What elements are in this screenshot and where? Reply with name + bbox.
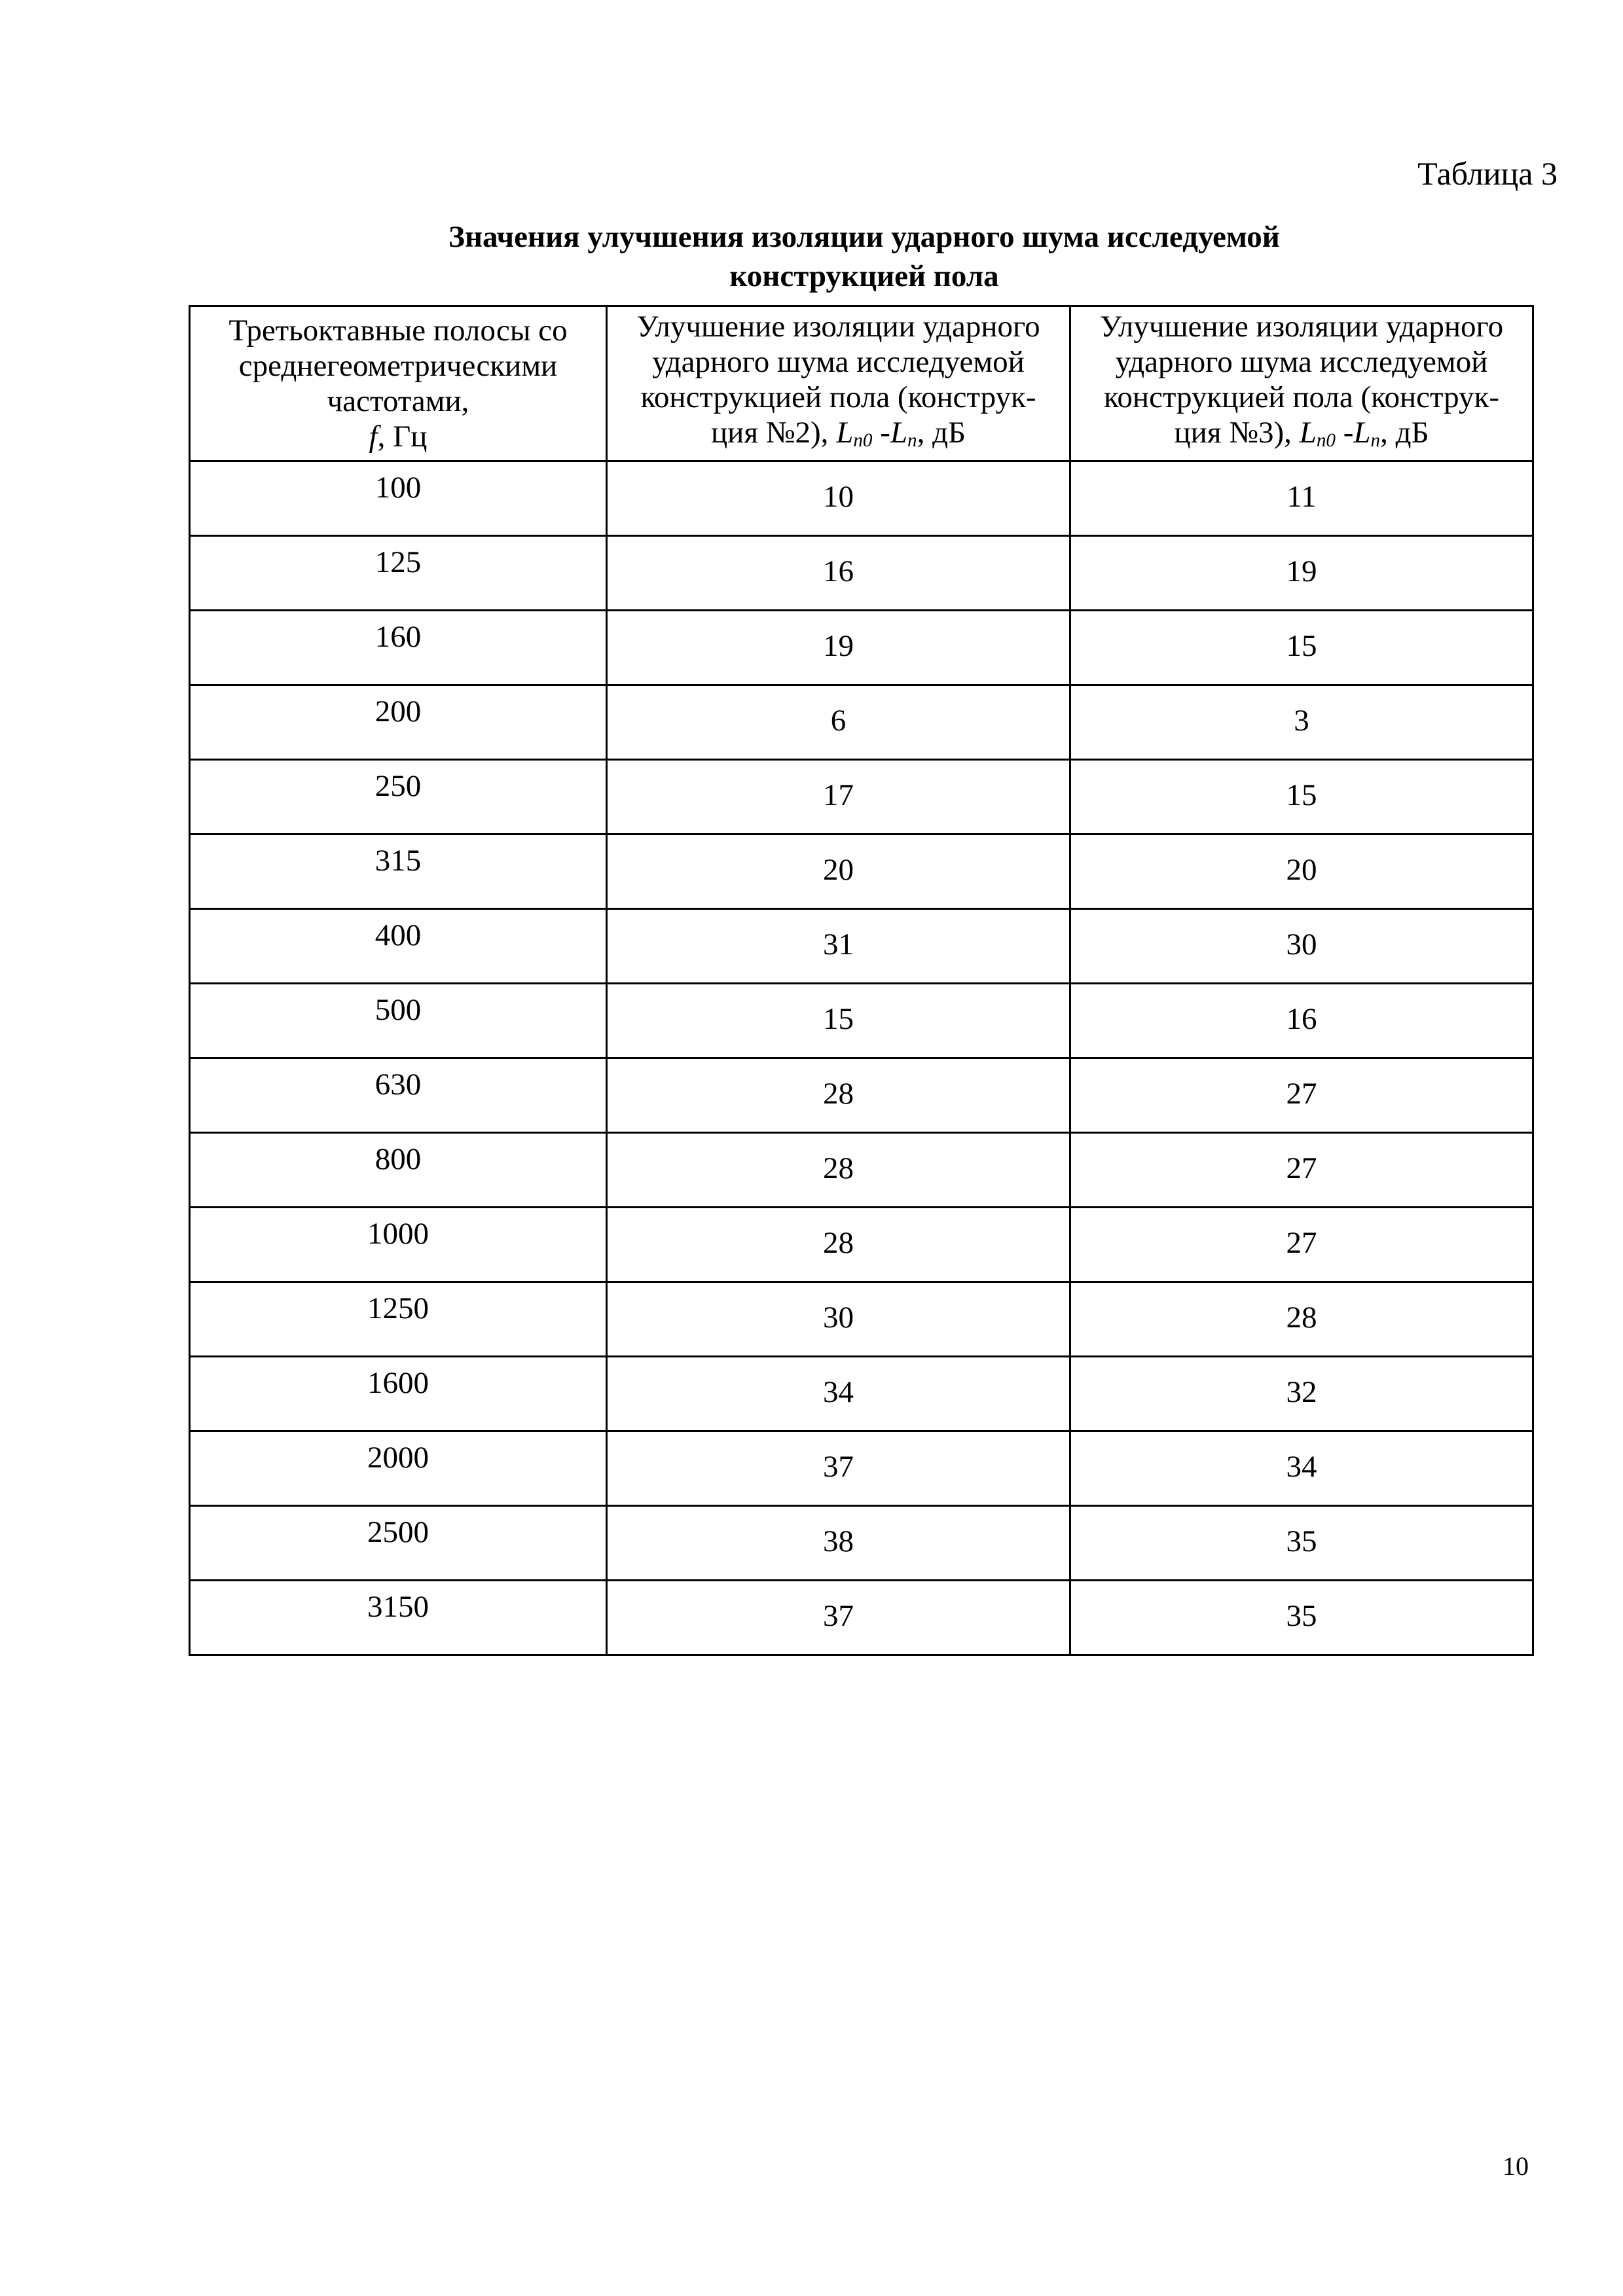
table-row bbox=[190, 834, 1533, 909]
unit-l0: L bbox=[1299, 416, 1317, 450]
construction-2-cell: 28 bbox=[607, 1058, 1070, 1133]
unit-l1-sub: n bbox=[1370, 429, 1381, 451]
frequency-symbol: f bbox=[369, 420, 378, 454]
table-row bbox=[190, 1357, 1533, 1431]
table-row bbox=[190, 685, 1533, 760]
table-row bbox=[190, 536, 1533, 611]
header-construction-3-line: Улучшение изоляции ударного bbox=[1099, 310, 1504, 344]
header-construction-2-line: ударного шума исследуемой bbox=[652, 345, 1025, 380]
construction-3-cell: 35 bbox=[1070, 1506, 1533, 1581]
unit-l0-sub: n0 bbox=[853, 429, 873, 451]
frequency-cell: 2500 bbox=[190, 1506, 607, 1581]
construction-3-cell: 35 bbox=[1070, 1581, 1533, 1655]
frequency-cell: 160 bbox=[190, 611, 607, 685]
construction-2-cell: 20 bbox=[607, 834, 1070, 909]
frequency-cell: 1600 bbox=[190, 1357, 607, 1431]
construction-3-cell: 28 bbox=[1070, 1282, 1533, 1357]
table-row bbox=[190, 984, 1533, 1058]
unit-minus: - bbox=[1335, 416, 1354, 450]
construction-3-cell: 3 bbox=[1070, 685, 1533, 760]
construction-2-cell: 31 bbox=[607, 909, 1070, 984]
table-title-line-2: конструкцией пола bbox=[729, 259, 999, 293]
header-frequency-line: Третьоктавные полосы со bbox=[228, 314, 568, 348]
frequency-cell: 2000 bbox=[190, 1431, 607, 1506]
table-header-row bbox=[190, 306, 1533, 461]
table-row bbox=[190, 1282, 1533, 1357]
table-row bbox=[190, 1431, 1533, 1506]
table-row bbox=[190, 461, 1533, 536]
header-frequency bbox=[190, 306, 607, 461]
construction-2-cell: 28 bbox=[607, 1133, 1070, 1208]
table-row bbox=[190, 760, 1533, 834]
frequency-cell: 250 bbox=[190, 760, 607, 834]
header-construction-2-unit-line bbox=[608, 415, 1069, 458]
construction-2-cell: 37 bbox=[607, 1431, 1070, 1506]
construction-3-cell: 27 bbox=[1070, 1133, 1533, 1208]
construction-2-cell: 37 bbox=[607, 1581, 1070, 1655]
construction-2-cell: 10 bbox=[607, 461, 1070, 536]
unit-l1: L bbox=[1353, 416, 1371, 450]
construction-3-cell: 20 bbox=[1070, 834, 1533, 909]
table-label: Таблица 3 bbox=[1417, 155, 1558, 192]
construction-2-cell: 28 bbox=[607, 1208, 1070, 1282]
construction-3-cell: 34 bbox=[1070, 1431, 1533, 1506]
table-row bbox=[190, 1208, 1533, 1282]
table-title bbox=[0, 217, 1623, 296]
construction-3-cell: 11 bbox=[1070, 461, 1533, 536]
header-construction-3-line: ударного шума исследуемой bbox=[1115, 345, 1488, 380]
frequency-cell: 500 bbox=[190, 984, 607, 1058]
construction-3-cell: 27 bbox=[1070, 1058, 1533, 1133]
unit-minus: - bbox=[872, 416, 890, 450]
table-row bbox=[190, 909, 1533, 984]
header-construction-3-prefix: ция №3), bbox=[1174, 416, 1300, 450]
header-construction-2-line: Улучшение изоляции ударного bbox=[636, 310, 1040, 344]
unit-l0-sub: n0 bbox=[1316, 429, 1336, 451]
construction-2-cell: 19 bbox=[607, 611, 1070, 685]
table-row bbox=[190, 1506, 1533, 1581]
frequency-unit: , Гц bbox=[377, 420, 428, 454]
unit-suffix: , дБ bbox=[917, 416, 966, 450]
frequency-cell: 1000 bbox=[190, 1208, 607, 1282]
construction-3-cell: 15 bbox=[1070, 611, 1533, 685]
table-row bbox=[190, 1058, 1533, 1133]
page-number: 10 bbox=[1503, 2151, 1529, 2181]
construction-2-cell: 16 bbox=[607, 536, 1070, 611]
header-construction-3-line: конструкцией пола (конструк- bbox=[1103, 380, 1500, 415]
table-body bbox=[190, 461, 1533, 1655]
construction-2-cell: 34 bbox=[607, 1357, 1070, 1431]
construction-3-cell: 27 bbox=[1070, 1208, 1533, 1282]
construction-2-cell: 17 bbox=[607, 760, 1070, 834]
construction-3-cell: 15 bbox=[1070, 760, 1533, 834]
construction-3-cell: 19 bbox=[1070, 536, 1533, 611]
frequency-cell: 3150 bbox=[190, 1581, 607, 1655]
unit-l1: L bbox=[890, 416, 907, 450]
frequency-cell: 315 bbox=[190, 834, 607, 909]
header-construction-2 bbox=[607, 306, 1070, 461]
frequency-cell: 125 bbox=[190, 536, 607, 611]
construction-2-cell: 38 bbox=[607, 1506, 1070, 1581]
header-construction-3-unit-line bbox=[1071, 415, 1532, 458]
frequency-cell: 100 bbox=[190, 461, 607, 536]
header-construction-3 bbox=[1070, 306, 1533, 461]
table-title-line-1: Значения улучшения изоляции ударного шума исследуемой bbox=[448, 220, 1280, 254]
unit-l0: L bbox=[836, 416, 854, 450]
header-construction-2-line: конструкцией пола (конструк- bbox=[640, 380, 1036, 415]
construction-3-cell: 32 bbox=[1070, 1357, 1533, 1431]
table-row bbox=[190, 1581, 1533, 1655]
frequency-cell: 400 bbox=[190, 909, 607, 984]
header-frequency-line: среднегеометрическими bbox=[238, 349, 558, 383]
construction-3-cell: 30 bbox=[1070, 909, 1533, 984]
table-row bbox=[190, 1133, 1533, 1208]
header-frequency-unit-line bbox=[191, 419, 606, 454]
construction-3-cell: 16 bbox=[1070, 984, 1533, 1058]
frequency-cell: 200 bbox=[190, 685, 607, 760]
unit-l1-sub: n bbox=[907, 429, 917, 451]
construction-2-cell: 30 bbox=[607, 1282, 1070, 1357]
header-frequency-line: частотами, bbox=[327, 384, 469, 418]
frequency-cell: 630 bbox=[190, 1058, 607, 1133]
frequency-cell: 1250 bbox=[190, 1282, 607, 1357]
construction-2-cell: 6 bbox=[607, 685, 1070, 760]
header-construction-2-prefix: ция №2), bbox=[711, 416, 837, 450]
unit-suffix: , дБ bbox=[1380, 416, 1429, 450]
table-row bbox=[190, 611, 1533, 685]
frequency-cell: 800 bbox=[190, 1133, 607, 1208]
construction-2-cell: 15 bbox=[607, 984, 1070, 1058]
impact-noise-table bbox=[189, 305, 1534, 1656]
